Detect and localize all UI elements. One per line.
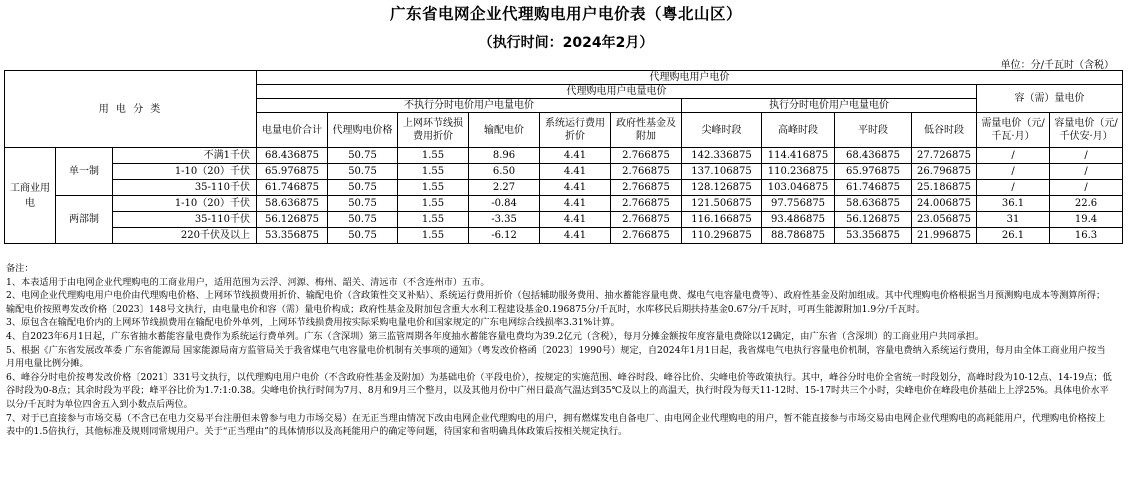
cell: 1.55: [398, 148, 469, 164]
table-row: [5, 228, 1123, 244]
cell: 61.746875: [835, 180, 912, 196]
cell: 137.106875: [682, 164, 762, 180]
cell: -6.12: [469, 228, 540, 244]
cell: /: [977, 148, 1050, 164]
cell: 110.296875: [682, 228, 762, 244]
cell: 22.6: [1050, 196, 1123, 212]
cell: 53.356875: [835, 228, 912, 244]
non-tou-header: 不执行分时电价用户电量电价: [257, 99, 682, 113]
col-header-capacity: 容量电价（元/千伏安·月）: [1050, 113, 1123, 148]
cell: 68.436875: [835, 148, 912, 164]
cell: 4.41: [540, 180, 611, 196]
notes-heading: 备注：: [6, 263, 34, 274]
col-header-line-loss: 上网环节线损费用折价: [398, 113, 469, 148]
cell: 97.756875: [762, 196, 835, 212]
cell: 1.55: [398, 228, 469, 244]
price-table: [4, 70, 1123, 244]
cell: 1.55: [398, 180, 469, 196]
cell: -0.84: [469, 196, 540, 212]
cell: /: [977, 164, 1050, 180]
cell: 56.126875: [257, 212, 328, 228]
row-label: 1-10（20）千伏: [113, 164, 257, 180]
note-item: 4、自2023年6月1日起，广东省抽水蓄能容量电费作为系统运行费单列。广东（含深圳）第三监管周期各年度抽水蓄能容量电费均为39.2亿元（含税），每月分摊金额按年度容量电费除以12确定，由广东省（含深圳）的工商业用户共同承担。: [6, 330, 985, 342]
cell: 50.75: [328, 212, 398, 228]
cell: 2.766875: [611, 164, 682, 180]
note-item: 2、电网企业代理购电用户电价由代理购电价格、上网环节线损费用折价、输配电价（含政策性交叉补贴）、系统运行费用折价（包括辅助服务费用、抽水蓄能容量电费、煤电气电容量电费等）、政府性基金及附加组成。其中代理购电价格根据当月预测购电成本等测算所得；输配电价按照粤发改价格〔2023〕148号文执行，由电量电价和容（需）量电价构成；政府性基金及附加包含重大水利工程建设基金0.196875分/千瓦时，水库移民后期扶持基金0.67分/千瓦时，可再生能源附加1.9分/千瓦时。: [6, 290, 1106, 315]
cell: 26.1: [977, 228, 1050, 244]
cell: -3.35: [469, 212, 540, 228]
cell: 56.126875: [835, 212, 912, 228]
cell: 50.75: [328, 164, 398, 180]
cell: 114.416875: [762, 148, 835, 164]
cell: /: [1050, 148, 1123, 164]
cell: 2.766875: [611, 212, 682, 228]
table-row: [5, 164, 1123, 180]
table-row: [5, 148, 1123, 164]
cell: 121.506875: [682, 196, 762, 212]
cell: 4.41: [540, 228, 611, 244]
subgroup-label: 单一制: [56, 148, 113, 196]
row-label: 不满1千伏: [113, 148, 257, 164]
cell: 116.166875: [682, 212, 762, 228]
cell: 50.75: [328, 196, 398, 212]
header-row: [5, 71, 1123, 85]
row-label: 1-10（20）千伏: [113, 196, 257, 212]
cell: 2.27: [469, 180, 540, 196]
cell: 4.41: [540, 148, 611, 164]
col-header-demand: 需量电价（元/千瓦·月）: [977, 113, 1050, 148]
cell: 50.75: [328, 228, 398, 244]
note-item: 5、根据《广东省发展改革委 广东省能源局 国家能源局南方监管局关于我省煤电气电容量电价机制有关事项的通知》（粤发改价格函〔2023〕1990号）规定，自2024年1月1日起，我省煤电气电执行容量电价机制，容量电费纳入系统运行费用，每月由全体工商业用户按当月用电量比例分摊。: [6, 344, 1106, 370]
cell: 50.75: [328, 148, 398, 164]
capacity-header: 容（需）量电价: [977, 85, 1123, 113]
subgroup-label: 两部制: [56, 196, 113, 244]
row-label: 35-110千伏: [113, 180, 257, 196]
cell: 26.796875: [912, 164, 977, 180]
cell: 36.1: [977, 196, 1050, 212]
notes-section: [6, 262, 1114, 439]
cell: 8.96: [469, 148, 540, 164]
cell: 88.786875: [762, 228, 835, 244]
note-item: 3、原包含在输配电价内的上网环节线损费用在输配电价外单列，上网环节线损费用按实际采购电量电价和国家规定的广东电网综合线损率3.31%计算。: [6, 317, 620, 329]
col-header-system-cost: 系统运行费用折价: [540, 113, 611, 148]
table-row: [5, 180, 1123, 196]
row-label: 220千伏及以上: [113, 228, 257, 244]
cell: 4.41: [540, 212, 611, 228]
cell: 58.636875: [257, 196, 328, 212]
note-item: 1、本表适用于由电网企业代理购电的工商业用户，适用范围为云浮、河源、梅州、韶关、清远市（不含连州市）五市。: [6, 276, 490, 288]
cell: 61.746875: [257, 180, 328, 196]
col-header-sharp-peak: 尖峰时段: [682, 113, 762, 148]
category-header: 用 电 分 类: [5, 71, 257, 148]
cell: 93.486875: [762, 212, 835, 228]
cell: 2.766875: [611, 180, 682, 196]
col-header-peak: 高峰时段: [762, 113, 835, 148]
cell: 1.55: [398, 212, 469, 228]
group-label: 工商业用电: [5, 148, 56, 244]
cell: 50.75: [328, 180, 398, 196]
note-item: 6、峰谷分时电价按粤发改价格〔2021〕331号文执行，以代理购电用户电价（不含政府性基金及附加）为基础电价（平段电价），按规定的实施范围、峰谷时段、峰谷比价、尖峰电价等政策执行。其中，峰谷分时电价全省统一时段划分，高峰时段为10-12点、14-19点；低谷时段为0-8点；其余时段为平段；峰平谷比价为1.7:1:0.38。尖峰电价执行时间为7月、8月和9月三个整月，以及其他月份中广州日最高气温达到35℃及以上的高温天，执行时段为每天11-12时、15-17时共三个小时，尖峰电价在峰段电价基础上上浮25%。具体电价水平以分/千瓦时为单位四舍五入到小数点后两位。: [6, 371, 1112, 410]
cell: 110.236875: [762, 164, 835, 180]
cell: /: [1050, 164, 1123, 180]
effective-date: （执行时间：2024年2月）: [478, 35, 654, 51]
cell: /: [977, 180, 1050, 196]
cell: 19.4: [1050, 212, 1123, 228]
col-header-total: 电量电价合计: [257, 113, 328, 148]
tou-header: 执行分时电价用户电量电价: [682, 99, 977, 113]
agent-energy-price-header: 代理购电用户电量电价: [257, 85, 977, 99]
col-header-valley: 低谷时段: [912, 113, 977, 148]
cell: 65.976875: [257, 164, 328, 180]
agent-price-header: 代理购电用户电价: [257, 71, 1123, 85]
col-header-transmission: 输配电价: [469, 113, 540, 148]
cell: 128.126875: [682, 180, 762, 196]
cell: 2.766875: [611, 196, 682, 212]
row-label: 35-110千伏: [113, 212, 257, 228]
table-row: [5, 212, 1123, 228]
cell: 6.50: [469, 164, 540, 180]
cell: 16.3: [1050, 228, 1123, 244]
cell: 2.766875: [611, 148, 682, 164]
col-header-gov-fund: 政府性基金及附加: [611, 113, 682, 148]
cell: 142.336875: [682, 148, 762, 164]
cell: 58.636875: [835, 196, 912, 212]
cell: 4.41: [540, 196, 611, 212]
page-title: 广东省电网企业代理购电用户电价表（粤北山区）: [389, 5, 742, 23]
cell: 2.766875: [611, 228, 682, 244]
col-header-flat: 平时段: [835, 113, 912, 148]
table-row: [5, 196, 1123, 212]
cell: 68.436875: [257, 148, 328, 164]
cell: 4.41: [540, 164, 611, 180]
cell: 24.006875: [912, 196, 977, 212]
cell: 103.046875: [762, 180, 835, 196]
cell: 25.186875: [912, 180, 977, 196]
cell: 27.726875: [912, 148, 977, 164]
cell: 53.356875: [257, 228, 328, 244]
cell: 65.976875: [835, 164, 912, 180]
note-item: 7、对于已直接参与市场交易（不含已在电力交易平台注册但未曾参与电力市场交易）在无正当理由情况下改由电网企业代理购电的用户，拥有燃煤发电自备电厂、由电网企业代理购电的用户，暂不能直接参与市场交易由电网企业代理购电的高耗能用户，代理购电价格按上表中的1.5倍执行，其他标准及规则同常规用户。关于“正当理由”的具体情形以及高耗能用户的确定等问题，待国家和省明确具体政策后按相关规定执行。: [6, 412, 1106, 438]
cell: 23.056875: [912, 212, 977, 228]
unit-label: 单位：分/千瓦时（含税）: [1000, 60, 1114, 71]
cell: 21.996875: [912, 228, 977, 244]
cell: /: [1050, 180, 1123, 196]
col-header-agent-price: 代理购电价格: [328, 113, 398, 148]
cell: 31: [977, 212, 1050, 228]
cell: 1.55: [398, 196, 469, 212]
cell: 1.55: [398, 164, 469, 180]
